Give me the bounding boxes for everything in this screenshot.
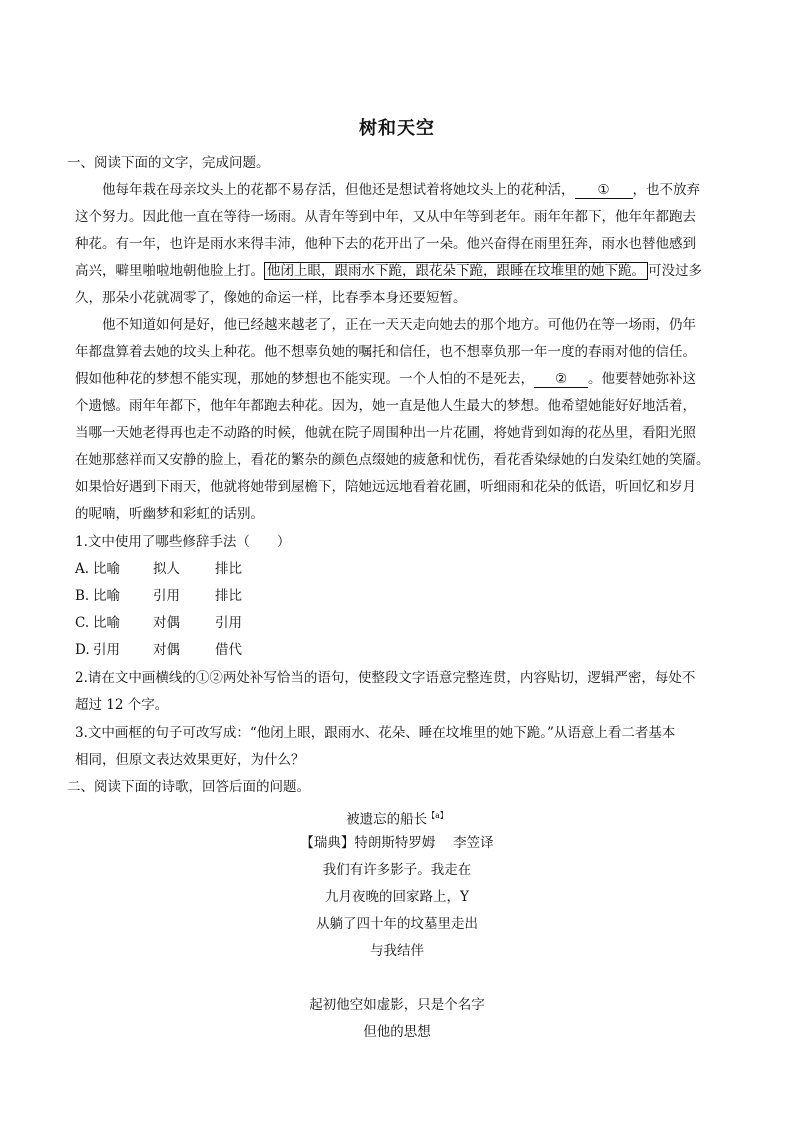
p1-line-4-text-b: 可没过多	[648, 263, 702, 279]
p2-line-3-text-a: 假如他种花的梦想不能实现，那她的梦想也不能实现。一个人怕的不是死去，	[75, 371, 534, 387]
question-2-line-2: 超过 12 个字。	[75, 697, 169, 713]
p1-line-1	[102, 180, 700, 200]
section-1-heading: 一、阅读下面的文字，完成问题。	[67, 155, 270, 171]
option-c-term-3: 引用	[215, 615, 242, 631]
option-a	[75, 559, 242, 579]
option-c-term-2: 对偶	[153, 615, 180, 631]
poem-author: 【瑞典】特朗斯特罗姆 李笠译	[300, 835, 494, 851]
section-2-heading: 二、阅读下面的诗歌，回答后面的问题。	[67, 779, 310, 795]
p2-line-5: 当哪一天她老得再也走不动路的时候，他就在院子周围种出一片花圃，将她背到如海的花丛里，看阳光照	[75, 425, 696, 441]
poem-title-text: 被遗忘的船长	[346, 811, 428, 828]
page-title: 树和天空	[359, 118, 435, 139]
option-a-term-2: 拟人	[153, 561, 180, 577]
p2-line-2: 年都盘算着去她的坟头上种花。他不想辜负她的嘱托和信任，也不想辜负那一年一度的春雨对他的信任。	[75, 344, 696, 360]
p1-line-5: 久，那朵小花就凋零了，像她的命运一样，比春季本身还要短暂。	[75, 290, 467, 306]
option-a-term-1: 比喻	[93, 561, 120, 577]
option-a-letter: A.	[75, 561, 90, 577]
option-a-term-3: 排比	[215, 561, 242, 577]
question-2-line-1: 2.请在文中画横线的①②两处补写恰当的语句，使整段文字语意完整连贯，内容贴切，逻辑严密，每处不	[75, 670, 696, 686]
poem-line-1: 我们有许多影子。我走在	[322, 862, 472, 878]
question-3-line-2: 相同，但原文表达效果更好，为什么？	[75, 752, 305, 768]
poem-line-6: 但他的思想	[363, 1024, 431, 1040]
option-b-term-1: 比喻	[93, 588, 120, 604]
option-b-term-2: 引用	[153, 588, 180, 604]
option-d-letter: D.	[75, 642, 90, 658]
p2-line-6: 在她那慈祥而又安静的脸上，看花的繁杂的颜色点缀她的疲惫和忧伤，看花香染绿她的白发染红她的笑靥。	[75, 452, 710, 468]
p2-line-1: 他不知道如何是好，他已经越来越老了，正在一天天走向她去的那个地方。可他仍在等一场雨，仍年	[102, 317, 696, 333]
option-b	[75, 586, 242, 606]
p1-line-4-text-a: 高兴，噼里啪啦地朝他脸上打。	[75, 263, 264, 279]
p1-line-3: 种花。有一年，也许是雨水来得丰沛，他种下去的花开出了一朵。他兴奋得在雨里狂奔，雨水也替他感到	[75, 236, 696, 252]
poem-title	[0, 806, 794, 830]
option-c-letter: C.	[75, 615, 90, 631]
question-3-line-1: 3.文中画框的句子可改写成：“他闭上眼，跟雨水、花朵、睡在坟堆里的她下跪。”从语意上看二者基本	[75, 725, 676, 741]
p2-line-4: 个遗憾。雨年年都下，他年年都跑去种花。因为，她一直是他人生最大的梦想。他希望她能好好地活着，	[75, 398, 696, 414]
option-b-term-3: 排比	[215, 588, 242, 604]
p1-line-2: 这个努力。因此他一直在等待一场雨。从青年等到中年，又从中年等到老年。雨年年都下，他年年都跑去	[75, 209, 696, 225]
framed-sentence: 他闭上眼，跟雨水下跪，跟花朵下跪，跟睡在坟堆里的她下跪。	[264, 262, 648, 280]
option-b-letter: B.	[75, 588, 90, 604]
p1-line-1-text-a: 他每年栽在母亲坟头上的花都不易存活，但他还是想试着将她坟头上的花种活，	[102, 182, 575, 198]
option-d	[75, 640, 242, 660]
poem-line-2: 九月夜晚的回家路上，Y	[325, 889, 469, 905]
p1-line-4	[75, 261, 702, 281]
option-d-term-1: 引用	[93, 642, 120, 658]
poem-line-5: 起初他空如虚影，只是个名字	[309, 997, 485, 1013]
blank-2: ②	[534, 371, 588, 388]
poem-line-3: 从躺了四十年的坟墓里走出	[316, 916, 478, 932]
p1-line-1-text-b: ，也不放弃	[632, 182, 700, 198]
blank-1: ①	[575, 182, 633, 199]
p2-line-3-text-b: 。他要替她弥补这	[588, 371, 696, 387]
option-c-term-1: 比喻	[93, 615, 120, 631]
option-c	[75, 613, 242, 633]
p2-line-8: 的呢喃，听幽梦和彩虹的话别。	[75, 506, 264, 522]
p2-line-7: 如果恰好遇到下雨天，他就将她带到屋檐下，陪她远远地看着花圃，听细雨和花朵的低语，听回忆和岁月	[75, 479, 696, 495]
p2-line-3	[75, 369, 696, 389]
poem-title-mark: 【a】	[427, 811, 448, 820]
poem-line-4: 与我结伴	[370, 943, 424, 959]
option-d-term-2: 对偶	[153, 642, 180, 658]
option-d-term-3: 借代	[215, 642, 242, 658]
question-1-stem: 1.文中使用了哪些修辞手法（ ）	[75, 534, 291, 550]
